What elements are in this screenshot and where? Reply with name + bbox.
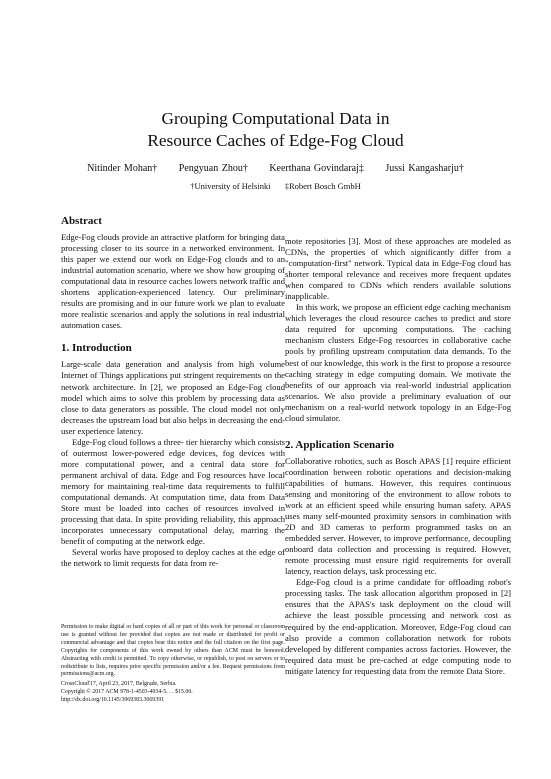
title-line-2: Resource Caches of Edge-Fog Cloud — [147, 131, 404, 150]
doi-link[interactable]: http://dx.doi.org/10.1145/3069383.3069391 — [61, 697, 165, 704]
abstract-heading: Abstract — [61, 215, 102, 227]
scenario-heading: 2. Application Scenario — [285, 438, 395, 451]
introduction-paragraph-continued: mote repositories [3]. Most of these approaches are modeled as CDNs, the properties of which significantly differ from a "computation-first" network. Typical data in Edge-Fog cloud has shorter temporal relevance and receives more frequent updates when compared to CDNs which renders available solutions inapplicable. — [285, 236, 511, 302]
author-name: Pengyuan Zhou† — [178, 163, 248, 174]
introduction-section — [61, 341, 285, 569]
scenario-paragraph: Edge-Fog cloud is a prime candidate for offloading robot's processing tasks. The task allocation algorithm proposed in [2] ensures that the APAS's task deployment on the cloud will achieve the least possible processing and network cost as required by the end-application. Moreover, Edge-Fog cloud can also provide a common collaboration network for robots developed by different companies across factories. However, the required data must be pre-cached at edge computing node to mitigate latency for requesting data from the remote Data Store. — [285, 577, 511, 676]
conference-line: CrossCloud'17, April 23, 2017, Belgrade, Serbia. — [61, 681, 177, 688]
introduction-paragraph: In this work, we propose an efficient edge caching mechanism which leverages the cloud resource caches to predict and store data required for upcoming computations. The caching mechanism clusters Edge-Fog resources in collaborative cache pools by profiling upstream computation data demands. To the best of our knowledge, this work is the first to propose a resource caching strategy in edge computing domain. We motivate the benefits of our approach via real-world industrial application scenarios. We also provide a preliminary evaluation of our mechanism on a real-world network topology in an Edge-Fog cloud simulator. — [285, 302, 511, 423]
introduction-heading: 1. Introduction — [61, 342, 132, 355]
paper-title — [0, 108, 551, 152]
right-column — [285, 236, 511, 677]
introduction-paragraph: Edge-Fog cloud follows a three- tier hierarchy which consists of outermost lower-powered edge devices, fog devices with more computational power, and a central data store for permanent archival of data. Edge and Fog resources have local memory for maintaining real-time data requirements to fulfill computational demands. At computation time, data from Data Store must be loaded into caches of resources involved in processing that data. In spite providing reliability, this approach incorporates unnecessary computational delay, marring the benefit of computing at the network edge. — [61, 436, 285, 547]
affiliation: ‡Robert Bosch GmbH — [284, 181, 361, 191]
copyright-line: Copyright © 2017 ACM 978-1-4503-4934-5. . . $15.00. — [61, 689, 193, 696]
scenario-section — [285, 438, 511, 677]
author-name: Keerthana Govindaraj‡ — [269, 163, 364, 174]
author-name: Jussi Kangasharju† — [385, 163, 464, 174]
author-name: Nitinder Mohan† — [87, 163, 158, 174]
affiliation-list — [0, 180, 551, 192]
left-column — [61, 214, 285, 569]
scenario-paragraph: Collaborative robotics, such as Bosch APAS [1] require efficient coordination between robotic operations and decision-making capabilities of humans. However, this requires continuous sensing and monitoring of the environment to allow robots to work at an efficient speed while ensuring human safety. APAS uses many self-mounted proximity sensors in combination with 2D and 3D cameras to perform programmed tasks on an embedded server. However, to improve performance, decoupling onboard data collection and processing is required. Howver, remote processing must ensure rigid requirements for overall latency, reaction delays, task processing etc. — [285, 455, 511, 577]
introduction-paragraph: Several works have proposed to deploy caches at the edge of the network to limit requests for data from re- — [61, 547, 285, 569]
affiliation: †University of Helsinki — [190, 181, 271, 191]
introduction-paragraph: Large-scale data generation and analysis from high volume Internet of Things applications put stringent requirements on the network architecture. In [2], we proposed an Edge-Fog cloud model which aims to solve this problem by processing data as close to data generators as possible. The cloud model not only decreases the upstream load but also helps in decreasing the end-user experience latency. — [61, 359, 285, 436]
abstract-text: Edge-Fog clouds provide an attractive platform for bringing data processing closer to its source in a networked environment. In this paper we extend our work on Edge-Fog clouds and to an industrial automation scenario, where we show how grouping of computational data in resource caches lowers network traffic and shortens application-experienced latency. Our preliminary results are promising and in our future work we plan to evaluate more realistic scenarios and apply the solutions in real industrial automation cases. — [61, 232, 285, 331]
author-list — [0, 162, 551, 176]
copyright-footnote — [61, 624, 285, 705]
permission-notice: Permission to make digital or hard copies of all or part of this work for personal or classroom use is granted without fee provided that copies are not made or distributed for profit or commercial advantage and that copies bear this notice and the full citation on the first page. Copyrights for components of this work owned by others than ACM must be honored. Abstracting with credit is permitted. To copy otherwise, or republish, to post on servers or to redistribute to lists, requires prior specific permission and/or a fee. Request permissions from permissions@acm.org. — [61, 624, 285, 678]
title-line-1: Grouping Computational Data in — [161, 109, 390, 128]
